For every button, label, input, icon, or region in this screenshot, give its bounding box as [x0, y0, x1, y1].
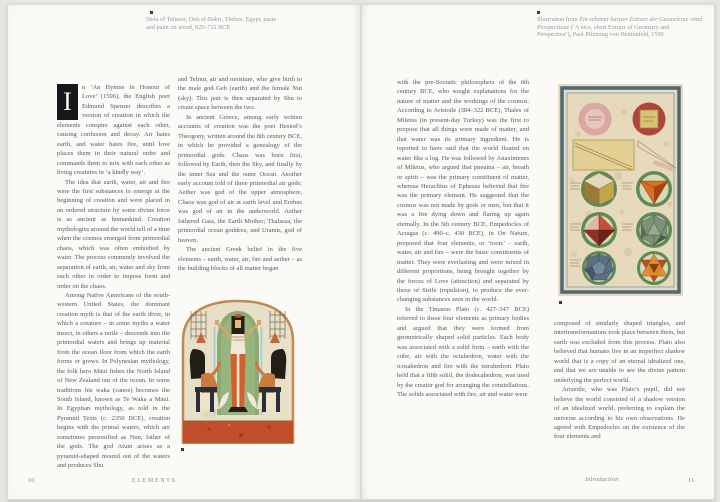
geometry-manuscript-figure	[558, 84, 683, 296]
cube-solid	[581, 171, 617, 207]
paragraph-text: n ‘An Hymne in Honour of Love’ (1596), the English poet Edmund Spenser describes a version of creation in which the elements conspire against each other, causing confusion and decay. Air hates earth, and water hates fire, until love places them in their natural order and commands them to mix with each other as living creatures in ‘a kindly way’.	[57, 84, 170, 177]
caption-marker-icon	[537, 11, 540, 14]
page-gutter	[353, 5, 369, 499]
caption-marker-icon	[150, 11, 153, 14]
paragraph: Among Native Americans of the south-western United States, the dominant creation myth is that of the earth diver, in which a creature – in some myths a water insect, in others a turtle – descends into the primordial waters and brings up material from the ocean floor from which the earth forms or grows. In Polynesian mythology, the folk hero Māui fishes the North Island of New Zealand out of the ocean. In some traditions his waka (canoe) becomes the South Island, known as Te Waka a Māui. In Egyptian mythology, as told in the Pyramid Texts (c. 2350 BCE), creation begins with the primal waters, which are sometimes personified as Nun, father of the gods. The god Atum arises as a pyramid-shaped mound out of the waters and produces Shu	[57, 291, 170, 470]
right-page-column-1	[397, 78, 529, 399]
tetrahedron-solid	[636, 171, 672, 207]
caption-text: Illustration from	[537, 16, 580, 23]
right-figure-caption	[537, 16, 705, 39]
paragraph	[57, 83, 170, 178]
icosahedron-solid	[636, 212, 672, 248]
left-figure-caption: Stela of Tatiaset, Deir el-Bahri, Thebes, Egypt, paste and paint on wood, 825–712 BCE	[146, 16, 277, 31]
figure-marker-icon	[181, 448, 184, 451]
caption-title: Ein schöner kurtzer Extract der Geometriae vnnd Perspectiuae	[537, 16, 702, 31]
paragraph: with the pre-Socratic philosophers of the 6th century BCE, who sought explanations for the nature of matter and the workings of the cosmos. According to Aristotle (384–322 BCE), Thales of Miletus (in present-day Turkey) was the first to propose that all things were made of matter, and that water was its primary ingredient. He is reported to have said that the world floated on water like a log. He was followed by Anaximenes of Miletus, who argued that pneuma – air, breath or spirit – was the primary constituent of matter, whereas Heraclitus of Ephesus believed that fire was the primary element. He suggested that the cosmos was not made by gods or men, but that it was a fire dying down and flaring up again eternally. In the 5th century BCE, Empedocles of Acragas (c. 490–c. 430 BCE), in On Nature, proposed that four elements, or ‘roots’ – earth, water, air and fire – were the basic constituents of matter. They were everlasting and were mixed in different proportions, being brought together by the forces of Love (attraction) and separated by those of Strife (repulsion), to produce the ever-changing substances seen in the world.	[397, 79, 529, 304]
stela-painting-figure	[179, 297, 297, 444]
right-page-number: 11	[688, 477, 695, 484]
figure-marker-icon	[559, 301, 562, 304]
left-page-number: 10	[28, 477, 35, 484]
stellated-octahedron-solid	[637, 251, 671, 285]
dodecahedron-solid	[582, 251, 616, 285]
left-page-column-2	[178, 75, 302, 274]
left-running-head: ELEMENTS	[132, 478, 177, 484]
octahedron-solid	[581, 212, 617, 248]
paragraph: In the Timaeus Plato (c. 427–347 BCE) referred to these four elements as primary bodies and argued that they were formed from geometrically shaped solid particles. Each body was associated with a solid form – earth with the cube, air with the octahedron, water with the icosahedron and fire with the tetrahedron. Plato held that a fifth solid, the dodecahedron, was used by the creator god for arranging the constellations. The solids associated with fire, air and water were	[397, 305, 529, 398]
caption-text: (‘A nice, short Extract of Geometry and Perspective’), Paul Pfintzing von Henfenfeld, 1599	[537, 23, 670, 39]
paragraph: composed of similarly shaped triangles, and intertransformations took place between them, but earth was excluded from this process. Plato also believed that humans live in an imperfect shadow world that is a copy of an eternal idealized one, and that we are unable to see the divine pattern underlying the perfect world.	[554, 320, 685, 384]
paragraph: The ancient Greek belief in the five elements – earth, water, air, fire and aether – as the building blocks of all matter began	[178, 246, 302, 273]
right-page-column-2	[554, 319, 685, 442]
paragraph: Aristotle, who was Plato’s pupil, did not believe the world consisted of a shadow version of an idealized world, preferring to explain the universe according to his own observations. He agreed with Empedocles on the existence of the four elements and	[554, 386, 685, 441]
paragraph: The idea that earth, water, air and fire were the first substances to emerge at the beginning of creation and were placed in an ordered structure by some divine force is as ancient as humankind. Creation mythologies around the world tell of a time when the cosmos emerged from primordial chaos, which was often embodied by water. The process commonly involved the separation of earth, air, water and sky from each other in order to impose form and order on the chaos.	[57, 178, 170, 290]
right-running-head: Introduction	[585, 476, 619, 483]
left-page-column-1	[57, 83, 170, 471]
drop-cap: I	[57, 84, 78, 120]
paragraph: and Tefnut, air and moisture, who give birth to the male god Geb (earth) and the female Nut (sky). This pair is then separated by Shu to create space between the two.	[178, 76, 302, 112]
paragraph: In ancient Greece, among early written accounts of creation was the poet Hesiod’s Theogony, written around the 8th century BCE, in which he provided a genealogy of the primordial gods. Chaos was born first, followed by Earth, then the Sky, and finally by the inner Sea and the outer Ocean. Another early account told of three primordial air gods: Aether was god of the upper atmosphere, Chaos was god of air at earth level and Erebus was god of air in the underworld. Aether fathered Gaia, the Earth Mother; Thalassa, the primordial ocean goddess; and Uranus, god of heaven.	[178, 113, 302, 244]
